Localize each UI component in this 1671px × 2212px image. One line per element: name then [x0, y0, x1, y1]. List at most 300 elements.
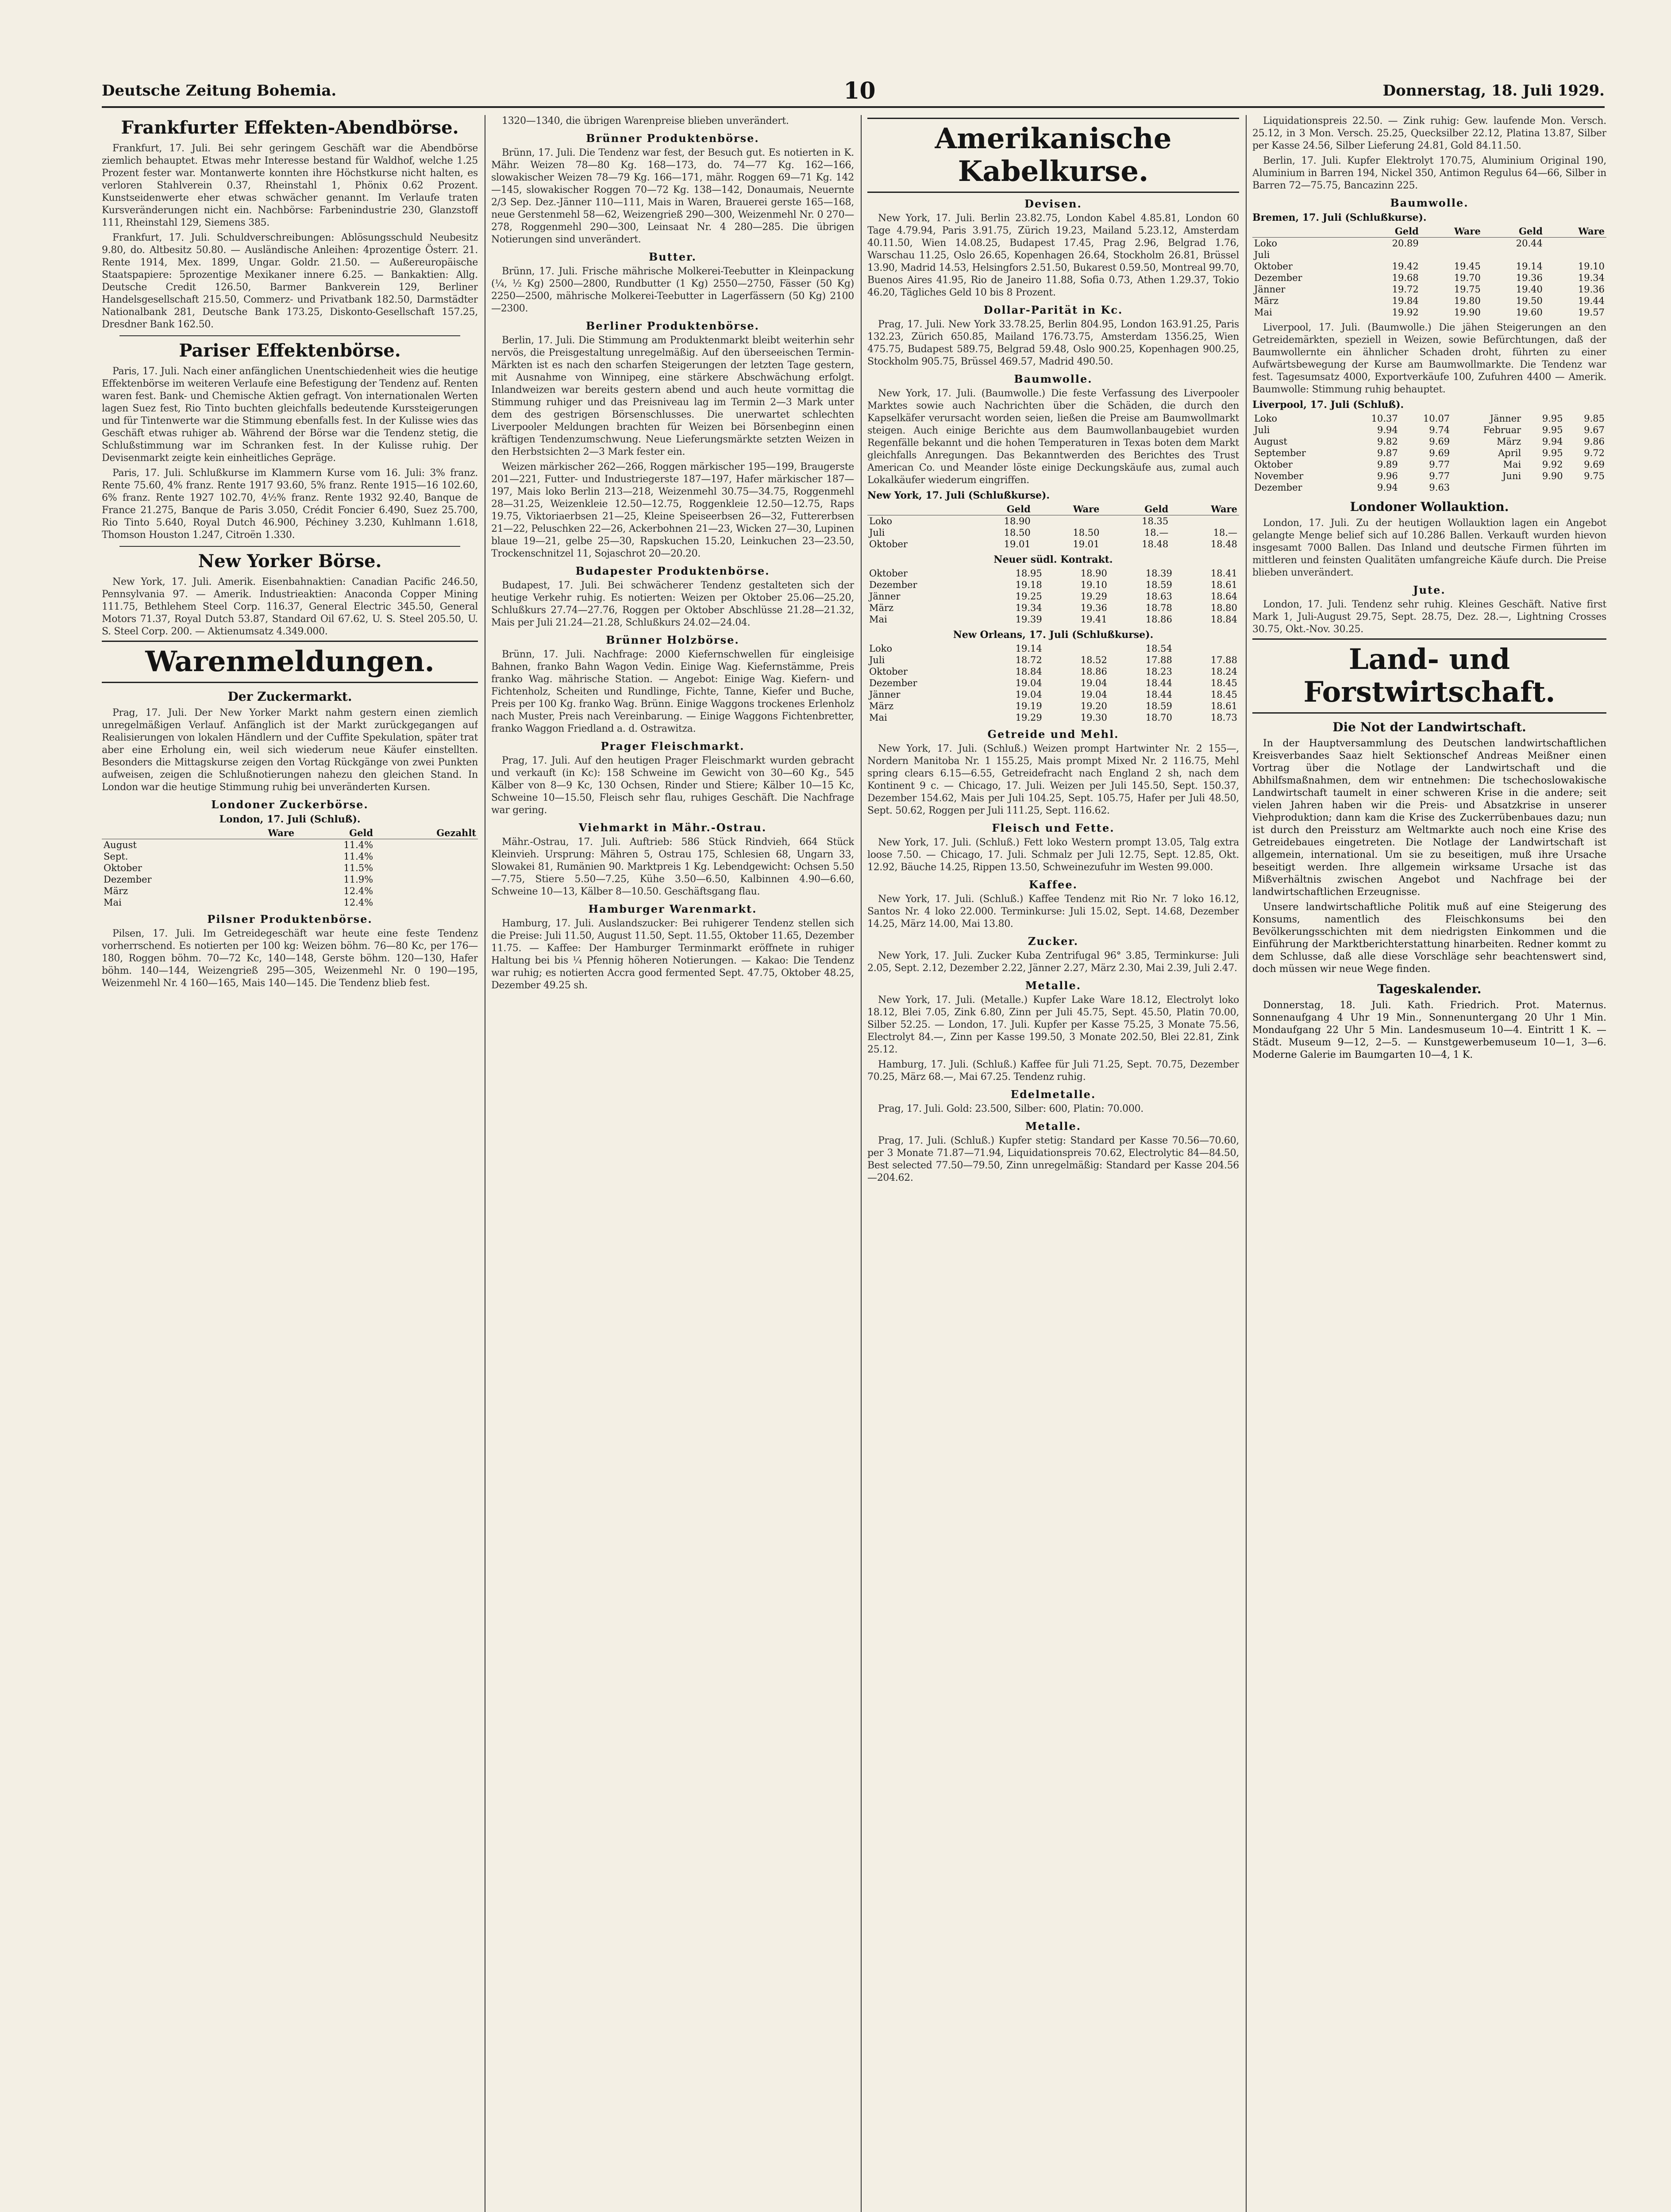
table-cell: [1359, 249, 1421, 261]
table-cell: Jänner: [869, 591, 901, 602]
table-cell: 18.50: [1073, 527, 1100, 538]
table-cell: Oktober: [1254, 261, 1293, 272]
headline-prager-fleisch: Prager Fleischmarkt.: [601, 740, 745, 753]
table-cell: 18.80: [1210, 603, 1237, 613]
masthead-title: Deutsche Zeitung Bohemia.: [102, 82, 337, 100]
section-land-forst: Land- und Forstwirtschaft.: [1252, 638, 1606, 714]
table-cell: 10.37: [1371, 413, 1398, 424]
table-cell: 9.63: [1429, 482, 1450, 493]
column-1: [102, 115, 478, 2212]
headline-hamburg: Hamburger Warenmarkt.: [588, 902, 757, 915]
column-4: [1252, 115, 1606, 2212]
table-cell: 19.39: [1015, 614, 1042, 625]
table-header-row: [102, 827, 478, 839]
article-baumwolle: New York, 17. Juli. (Baumwolle.) Die feste Verfassung des Liverpooler Marktes sowie auch Nachrichten über die Schäden, die durch den Kapselkäfer verursacht worden seien, ließen die Preise am Baumwollmarkt steigen. Auch einige Berichte aus dem Baumwollanbaugebiet wurden Regenfälle bekannt und die hohen Temperaturen in Texas boten dem Markt gleichfalls Anregungen. Das Bekanntwerden des Berichtes des Trust American Co. und Meander löste einige Deckungskäufe aus, zumal auch Lokalkäufer wiederum eingriffen.: [867, 388, 1239, 486]
table-cell: 12.4%: [343, 897, 373, 908]
table-cell: 19.01: [1004, 539, 1031, 549]
table-cell: 9.95: [1542, 448, 1563, 458]
headline-budapest: Budapester Produktenbörse.: [575, 565, 770, 577]
table-row: [867, 579, 1239, 591]
table-cell: Mai: [1503, 459, 1521, 470]
table-cell: 19.01: [1073, 539, 1100, 549]
table-row: [102, 839, 478, 851]
table-cell: 9.95: [1542, 413, 1563, 424]
table-cell: 19.10: [1080, 580, 1107, 590]
table-cell: 19.84: [1392, 296, 1419, 306]
table-cell: 19.18: [1015, 580, 1042, 590]
table-cell: Mai: [104, 897, 122, 908]
table-cell: 19.25: [1015, 591, 1042, 602]
table-row: [102, 885, 478, 897]
column-rule: [1246, 115, 1247, 2212]
article-newyork: New York, 17. Juli. Amerik. Eisenbahnaktien: Canadian Pacific 246.50, Pennsylvania 97. — Amerik. Industrieaktien: Anaconda Copper Mining 111.75, Bethlehem Steel Corp. 116.37, General Electric 345.50, General Motors 71.37, Royal Dutch 53.87, Standard Oil 67.62, U. S. Steel 205.50, U. S. Steel Corp. 200. — Aktienumsatz 4.349.000.: [102, 576, 478, 637]
headline-bruenner: Brünner Produktenbörse.: [586, 132, 759, 145]
headline-frankfurt: Frankfurter Effekten-Abendbörse.: [121, 117, 459, 138]
headline-wollauktion: Londoner Wollauktion.: [1350, 499, 1509, 514]
table-cell: 19.50: [1516, 296, 1543, 306]
headline-paris: Pariser Effektenbörse.: [179, 340, 401, 361]
table-cell: [225, 874, 296, 885]
table-row: [867, 538, 1239, 550]
table-cell: Februar: [1483, 425, 1521, 435]
table-cell: Juli: [1254, 250, 1270, 260]
table-cell: 9.96: [1377, 471, 1398, 481]
table-header-cell: [867, 503, 963, 515]
column-2: [491, 115, 854, 2212]
table-cell: Loko: [1254, 238, 1277, 249]
article-liverpool: Liverpool, 17. Juli. (Baumwolle.) Die jähen Steigerungen an den Getreidemärkten, speziell in Weizen, sowie Befürchtungen, daß der Baumwollernte ein ähnlicher Schaden droht, führten zu einer Aufwärtsbewegung der Kurse am Baumwollmarkte. Die Tendenz war fest. Tagesumsatz 4000, Exportverkäufe 100, Zufuhren 4400 — Amerik. Baumwolle: Stimmung ruhig behauptet.: [1252, 322, 1606, 395]
table-cell: Juli: [869, 655, 885, 665]
table-row: [1252, 295, 1606, 307]
table-cell: April: [1498, 448, 1521, 458]
article-zucker: New York, 17. Juli. Zucker Kuba Zentrifugal 96° 3.85, Terminkurse: Juli 2.05, Sept. 2.12, Dezember 2.22, Jänner 2.27, März 2.30, Mai 2.39, Juli 2.47.: [867, 950, 1239, 974]
table-row: [102, 862, 478, 874]
table-cell: Jänner: [1254, 284, 1286, 295]
article-bruenner: Brünn, 17. Juli. Die Tendenz war fest, der Besuch gut. Es notierten in K. Mähr. Weizen 78—80 Kg. 168—173, do. 74—77 Kg. 162—166, slowakischer Weizen 78—79 Kg. 166—171, mähr. Roggen 69—71 Kg. 142—145, slowakischer Roggen 70—72 Kg. 138—142, Donaumais, Neuernte 2/3 Sep. Dez.-Jänner 110—111, Mais in Waren, Brauerei gerste 165—168, neue Gerstenmehl 58—62, Weizengrieß 290—300, Weizenmehl Nr. 0 270—278, Roggenmehl 290—300, Leinsaat Nr. 4 280—285. Die übrigen Notierungen sind unverändert.: [491, 147, 854, 245]
article-berlin-kupfer: Berlin, 17. Juli. Kupfer Elektrolyt 170.75, Aluminium Original 190, Aluminium in Barren 194, Nickel 350, Antimon Regulus 64—66, Silber in Barren 72—75.75, Bancazinn 225.: [1252, 155, 1606, 191]
table-cell: 19.40: [1516, 284, 1543, 295]
table-cell: November: [1254, 471, 1304, 481]
table-cell: 18.—: [1144, 527, 1169, 538]
table-cell: [375, 885, 478, 897]
table-cell: [1170, 515, 1239, 527]
table-cell: 19.72: [1392, 284, 1419, 295]
table-title: Bremen, 17. Juli (Schlußkurse).: [1252, 212, 1427, 223]
table-cell: 18.44: [1145, 689, 1172, 700]
table-row: [1252, 238, 1606, 250]
table-cell: 19.04: [1015, 689, 1042, 700]
headline-metalle-2: Metalle.: [1025, 1120, 1082, 1133]
table-cell: 9.69: [1584, 459, 1605, 470]
table-cell: 19.14: [1015, 643, 1042, 654]
table-cell: 19.10: [1578, 261, 1605, 272]
table-cell: Loko: [869, 643, 892, 654]
table-cell: [375, 897, 478, 908]
table-cell: Mai: [1254, 307, 1272, 318]
table-cell: Mai: [869, 712, 887, 723]
table-cell: Loko: [869, 516, 892, 526]
article-dollar: Prag, 17. Juli. New York 33.78.25, Berlin 804.95, London 163.91.25, Paris 132.23, Zürich 650.85, Mailand 176.73.75, Amsterdam 1356.25, Wien 475.75, Budapest 589.75, Belgrad 59.48, Oslo 900.25, Kopenhagen 900.25, Stockholm 905.75, Brüssel 469.57, Madrid 490.50.: [867, 319, 1239, 367]
table-title: New Orleans, 17. Juli (Schlußkurse).: [953, 629, 1154, 641]
table-cell: 18.86: [1145, 614, 1172, 625]
table-header-cell: Ware: [1544, 226, 1606, 238]
article-fleisch: New York, 17. Juli. (Schluß.) Fett loko Western prompt 13.05, Talg extra loose 7.50. — Chicago, 17. Juli. Schmalz per Juli 12.75, Sept. 12.85, Okt. 12.92, Bäuche 14.25, Rippen 13.50, Schweinezufuhr im Westen 99.000.: [867, 837, 1239, 873]
southern-contract-table: [867, 568, 1239, 625]
table-header-cell: Gezahlt: [375, 827, 478, 839]
table-cell: 12.4%: [343, 886, 373, 896]
table-row: [867, 602, 1239, 614]
table-cell: Jänner: [869, 689, 901, 700]
table-row: [867, 568, 1239, 579]
table-cell: 9.74: [1429, 425, 1450, 435]
table-cell: 9.94: [1377, 425, 1398, 435]
table-cell: 18.78: [1145, 603, 1172, 613]
table-cell: 18.45: [1210, 678, 1237, 688]
table-cell: Oktober: [869, 568, 908, 579]
table-cell: 19.42: [1392, 261, 1419, 272]
table-cell: Oktober: [1254, 459, 1293, 470]
headline-zuckermarkt: Der Zuckermarkt.: [227, 689, 352, 704]
headline-dollar: Dollar-Parität in Kc.: [983, 303, 1123, 316]
table-header-cell: Geld: [1359, 226, 1421, 238]
table-cell: 19.45: [1454, 261, 1481, 272]
table-cell: 10.07: [1423, 413, 1450, 424]
table-title: London, 17. Juli (Schluß).: [219, 814, 361, 825]
table-cell: [1452, 482, 1523, 493]
table-cell: 18.24: [1210, 666, 1237, 677]
table-cell: 9.87: [1377, 448, 1398, 458]
article-berliner-prices: Weizen märkischer 262—266, Roggen märkischer 195—199, Braugerste 201—221, Futter- und Industriegerste 187—197, Hafer märkischer 187—197, Mais loko Berlin 213—218, Weizenmehl 30.75—34.75, Roggenmehl 28—31.25, Weizenkleie 12.50—12.75, Roggenkleie 12.50—12.75, Raps 19.75, Viktoriaerbsen 21—25, Kleine Speiseerbsen 26—32, Futtererbsen 21—22, Peluschken 22—26, Ackerbohnen 21—23, Wicken 27—30, Lupinen blaue 19—21, gelbe 25—30, Rapskuchen 15.20, Leinkuchen 23—23.50, Trockenschnitzel 11, Sojaschrot 20—20.20.: [491, 461, 854, 559]
table-cell: 18.45: [1210, 689, 1237, 700]
table-cell: Oktober: [869, 539, 908, 549]
table-cell: Dezember: [1254, 273, 1302, 283]
table-cell: 18.90: [1080, 568, 1107, 579]
table-cell: Loko: [1254, 413, 1277, 424]
table-cell: 18.70: [1145, 712, 1172, 723]
table-header-cell: Ware: [1421, 226, 1482, 238]
table-row: [102, 897, 478, 908]
table-row: [1252, 470, 1606, 482]
headline-tageskalender: Tageskalender.: [1377, 982, 1482, 996]
table-cell: 9.69: [1429, 448, 1450, 458]
table-cell: [225, 862, 296, 874]
table-title: Neuer südl. Kontrakt.: [993, 554, 1113, 565]
table-cell: März: [1497, 436, 1521, 447]
table-cell: 19.92: [1392, 307, 1419, 318]
article-frankfurt: Frankfurt, 17. Juli. Bei sehr geringem Geschäft war die Abendbörse ziemlich behauptet. Etwas mehr Interesse bestand für Waldhof, welche 1.25 Prozent fester war. Montanwerte konnten ihre Höchstkurse nicht halten, es verloren Stahlverein 0.37, Rheinstahl 1, Phönix 0.62 Prozent. Kunstseidenwerte eher etwas schwächer genannt. Im Verlaufe traten Kursveränderungen nicht ein. Nachbörse: Farbenindustrie 230, Glanzstoff 111, Rheinstahl 129, Siemens 385.: [102, 143, 478, 228]
article-prager-fleisch: Prag, 17. Juli. Auf den heutigen Prager Fleischmarkt wurden gebracht und verkauft (in Kc): 158 Schweine im Gewicht von 30—60 Kg., 545 Kälber von 8—9 Kc, 130 Ochsen, Rinder und Stiere; Kälber 10—15 Kc, Schweine 10—15.50, Fleisch sehr flau, ruhiges Geschäft. Die Nachfrage war gering.: [491, 755, 854, 816]
article-budapest: Budapest, 17. Juli. Bei schwächerer Tendenz gestalteten sich der heutige Verkehr ruhig. Es notierten: Weizen per Oktober 25.06—25.20, Schlußkurs 27.74—27.76, Roggen per Oktober Abschlüsse 21.28—21.32, Mais per Juli 21.24—21.28, Schlußkurs 24.02—24.04.: [491, 580, 854, 628]
table-cell: 18.63: [1145, 591, 1172, 602]
london-sugar-table: [102, 827, 478, 908]
article-paris: Paris, 17. Juli. Nach einer anfänglichen Unentschiedenheit wies die heutige Effektenbörse im weiteren Verlaufe eine Befestigung der Tendenz auf. Renten waren fest. Bank- und Chemische Aktien gefragt. Von internationalen Werten lagen Suez fest, Rio Tinto buchten gleichfalls bedeutende Kurssteigerungen und für Tintenwerte war die Stimmung ebenfalls fest. In der Kulisse wies das Geschäft etwas ruhiger ab. Während der Börse war die Tendenz stetig, die Schlußstimmung war im Schranken fest. In der Kulisse ruhig. Der Devisenmarkt zeigte kein einheitliches Gepräge.: [102, 366, 478, 464]
headline-londoner-zucker: Londoner Zuckerbörse.: [211, 798, 369, 811]
article-continued: 1320—1340, die übrigen Warenpreise blieben unverändert.: [502, 115, 789, 127]
table-cell: 19.29: [1015, 712, 1042, 723]
table-cell: 18.52: [1080, 655, 1107, 665]
table-cell: 19.34: [1578, 273, 1605, 283]
article-metalle: New York, 17. Juli. (Metalle.) Kupfer Lake Ware 18.12, Electrolyt loko 18.12, Blei 7.05, Zink 6.80, Zinn per Juli 45.75, Sept. 45.50, Platin 70.00, Silber 52.25. — London, 17. Juli. Kupfer per Kasse 75.25, 3 Monate 75.56, Electrolyt 84.—, Zinn per Kasse 199.50, 3 Monate 202.50, Blei 22.81, Zink 25.12.: [867, 995, 1239, 1055]
table-cell: [1523, 482, 1564, 493]
table-row: [867, 591, 1239, 602]
headline-jute: Jute.: [1413, 584, 1446, 596]
table-cell: [1032, 515, 1101, 527]
table-cell: [225, 885, 296, 897]
table-cell: 18.54: [1145, 643, 1172, 654]
table-header-cell: Geld: [963, 503, 1032, 515]
table-header-cell: [1252, 226, 1359, 238]
table-row: [867, 643, 1239, 654]
table-cell: [1044, 643, 1109, 654]
table-cell: 20.89: [1392, 238, 1419, 249]
table-cell: 20.44: [1516, 238, 1543, 249]
article-hamburg-kaffee: Hamburg, 17. Juli. (Schluß.) Kaffee für Juli 71.25, Sept. 70.75, Dezember 70.25, März 68.—, Mai 67.25. Tendenz ruhig.: [867, 1059, 1239, 1083]
table-cell: [225, 839, 296, 851]
table-cell: [375, 851, 478, 862]
table-cell: [1421, 249, 1482, 261]
article-not-landwirtschaft: In der Hauptversammlung des Deutschen landwirtschaftlichen Kreisverbandes Saaz hielt Sektionschef Andreas Meißner einen Vortrag über die Notlage der Landwirtschaft und die Abhilfsmaßnahmen, dem wir entnehmen: Die tschechoslowakische Landwirtschaft taumelt in einer schweren Krise in die andere; seit vielen Jahren haben wir die Preis- und Absatzkrise in unserer Viehproduktion; dann kam die Krise des Zuckerrübenbaues dazu; nun ist durch den Preissturz am Weltmarkte auch noch eine Krise des Getreidebaues eingetreten. Die Notlage der Landwirtschaft ist allgemein, international. Um sie zu beseitigen, muß ihre Ursache beseitigt werden. Ihre allgemein wirksame Ursache ist das Mißverhältnis zwischen Angebot und Nachfrage bei der landwirtschaftlichen Erzeugnisse.: [1252, 738, 1606, 898]
divider: [119, 335, 460, 336]
table-cell: [1544, 249, 1606, 261]
article-getreide: New York, 17. Juli. (Schluß.) Weizen prompt Hartwinter Nr. 2 155—, Nordern Manitoba Nr. 1 155.25, Mais prompt Mixed Nr. 2 116.75, Mehl spring clears 6.15—6.55, Getreidefracht nach England 2 sh, nach dem Kontinent 9 c. — Chicago, 17. Juli. Weizen per Juli 145.50, Sept. 150.37, Dezember 154.62, Mais per Juli 104.25, Sept. 105.75, Hafer per Juli 48.50, Sept. 50.62, Roggen per Juli 111.25, Sept. 116.62.: [867, 743, 1239, 816]
article-metalle-2: Prag, 17. Juli. (Schluß.) Kupfer stetig: Standard per Kasse 70.56—70.60, per 3 Monate 71.87—71.94, Liquidationspreis 70.62, Electrolytic 84—84.50, Best selected 77.50—79.50, Zinn unregelmäßig: Standard per Kasse 204.56—204.62.: [867, 1135, 1239, 1183]
table-row: [1252, 249, 1606, 261]
article-paris-list: Paris, 17. Juli. Schlußkurse im Klammern Kurse vom 16. Juli: 3% franz. Rente 75.60, 4% franz. Rente 1917 93.60, 5% franz. Rente 1915—16 102.60, 6% franz. Rente 1927 102.70, 4½% franz. Rente 1932 92.40, Banque de France 21.275, Banque de Paris 3.050, Crédit Foncier 6.490, Suez 25.700, Rio Tinto 5.640, Royal Dutch 46.900, Péchiney 3.230, Kuhlmann 1.618, Thomson Houston 1.247, Citroën 1.330.: [102, 468, 478, 541]
table-cell: [1544, 238, 1606, 250]
table-cell: 18.44: [1145, 678, 1172, 688]
table-cell: [225, 897, 296, 908]
table-cell: 19.57: [1578, 307, 1605, 318]
table-cell: Jänner: [1490, 413, 1521, 424]
headline-metalle: Metalle.: [1025, 979, 1082, 992]
headline-holz: Brünner Holzbörse.: [606, 634, 739, 646]
table-cell: 18.61: [1210, 701, 1237, 711]
section-kabelkurse: Amerikanische Kabelkurse.: [867, 118, 1239, 193]
table-cell: 18.90: [1004, 516, 1031, 526]
table-cell: 9.95: [1542, 425, 1563, 435]
table-cell: [1174, 643, 1239, 654]
article-jute: London, 17. Juli. Tendenz sehr ruhig. Kleines Geschäft. Native first Mark 1, Juli-August 29.75, Sept. 28.75, Dez. 28.—, Lightning Crosses 30.75, Okt.-Nov. 30.25.: [1252, 599, 1606, 635]
table-cell: 19.30: [1080, 712, 1107, 723]
table-header-cell: Geld: [1101, 503, 1170, 515]
article-hamburg: Hamburg, 17. Juli. Auslandszucker: Bei ruhigerer Tendenz stellen sich die Preise: Juli 11.50, August 11.50, Sept. 11.55, Oktober 11.65, Dezember 11.75. — Kaffee: Der Hamburger Terminmarkt eröffnete in ruhiger Haltung bei bis ¼ Pfennig höheren Notierungen. — Kakao: Die Tendenz war ruhig; es notierten Accra good fermented Sept. 47.75, Oktober 48.25, Dezember 49.25 sh.: [491, 918, 854, 991]
article-wollauktion: London, 17. Juli. Zu der heutigen Wollauktion lagen ein Angebot gelangte Menge belief sich auf 10.286 Ballen. Verkauft wurden hievon insgesamt 7000 Ballen. Das Inland und deutsche Firmen führten im mittleren und feinsten Qualitäten umfangreiche Käufe durch. Die Preise blieben unverändert.: [1252, 518, 1606, 578]
table-cell: 18.23: [1145, 666, 1172, 677]
table-cell: 17.88: [1145, 655, 1172, 665]
liverpool-cotton-table: [1252, 413, 1606, 493]
table-cell: Oktober: [869, 666, 908, 677]
headline-zucker: Zucker.: [1028, 935, 1079, 948]
table-row: [102, 874, 478, 885]
table-cell: März: [104, 886, 128, 896]
table-row: [867, 527, 1239, 538]
table-header-cell: [102, 827, 225, 839]
table-row: [1252, 424, 1606, 436]
table-cell: 19.90: [1454, 307, 1481, 318]
article-frankfurt-bonds: Frankfurt, 17. Juli. Schuldverschreibungen: Ablösungsschuld Neubesitz 9.80, do. Altbesitz 50.80. — Ausländische Anleihen: 4prozentige Österr. 21. Rente 1914, Mex. 1899, Ungar. Goldr. 21.50. — Außereuropäische Staatspapiere: 5prozentige Mexikaner innere 6.25. — Bankaktien: Allg. Deutsche Credit 126.50, Barmer Bankverein 129, Berliner Handelsgesellschaft 215.50, Commerz- und Privatbank 182.50, Darmstädter Nationalbank 281, Deutsche Bank 173.25, Diskonto-Gesellschaft 157.25, Dresdner Bank 162.50.: [102, 232, 478, 330]
table-cell: 19.20: [1080, 701, 1107, 711]
headline-kaffee: Kaffee.: [1029, 878, 1078, 891]
table-cell: 18.73: [1210, 712, 1237, 723]
headline-pilsner: Pilsner Produktenbörse.: [207, 913, 373, 926]
table-cell: 18.35: [1142, 516, 1169, 526]
table-header-cell: Ware: [1032, 503, 1101, 515]
headline-devisen: Devisen.: [1024, 197, 1082, 210]
table-cell: August: [1254, 436, 1287, 447]
table-cell: 9.69: [1429, 436, 1450, 447]
page-number: 10: [843, 77, 876, 104]
table-cell: 18.84: [1015, 666, 1042, 677]
table-cell: Mai: [869, 614, 887, 625]
table-row: [867, 712, 1239, 723]
table-cell: Dezember: [869, 678, 917, 688]
table-cell: März: [869, 603, 894, 613]
article-tageskalender: Donnerstag, 18. Juli. Kath. Friedrich. Prot. Maternus. Sonnenaufgang 4 Uhr 19 Min., Sonnenuntergang 20 Uhr 1 Min. Mondaufgang 22 Uhr 5 Min. Landesmuseum 10—4. Eintritt 1 K. — Städt. Museum 9—12, 2—5. — Kunstgewerbemuseum 10—1, 3—6. Moderne Galerie im Baumgarten 10—4, 1 K.: [1252, 1000, 1606, 1060]
table-cell: 9.72: [1584, 448, 1605, 458]
table-cell: 19.36: [1080, 603, 1107, 613]
table-cell: 9.86: [1584, 436, 1605, 447]
table-cell: 18.50: [1004, 527, 1031, 538]
table-cell: 9.77: [1429, 459, 1450, 470]
headline-baumwolle: Baumwolle.: [1390, 196, 1469, 209]
headline-berliner: Berliner Produktenbörse.: [585, 319, 760, 332]
table-cell: 18.61: [1210, 580, 1237, 590]
table-row: [867, 614, 1239, 625]
table-row: [1252, 413, 1606, 424]
table-cell: 9.85: [1584, 413, 1605, 424]
article-kaffee: New York, 17. Juli. (Schluß.) Kaffee Tendenz mit Rio Nr. 7 loko 16.12, Santos Nr. 4 loko 22.000. Terminkurse: Juli 15.02, Sept. 14.68, Dezember 14.25, März 14.00, Mai 13.80.: [867, 894, 1239, 929]
article-zuckermarkt: Prag, 17. Juli. Der New Yorker Markt nahm gestern einen ziemlich unregelmäßigen Verlauf. Anfänglich ist der Markt zurückgegangen auf Realisierungen von lokalen Händlern und der Cuffite Spekulation, später trat aber eine Erholung ein, weil sich wiederum neue Käufer einstellten. Besonders die Mittagskurse zeigen den Vortag Rückgänge von zwei Punkten aufweisen, zeigen die Schlußnotierungen nahezu den gleichen Stand. In London war die heutige Stimmung ruhig bei unveränderten Kursen.: [102, 707, 478, 793]
table-row: [1252, 447, 1606, 459]
table-row: [1252, 436, 1606, 447]
table-row: [867, 700, 1239, 712]
table-title: Liverpool, 17. Juli (Schluß).: [1252, 399, 1404, 411]
article-devisen: New York, 17. Juli. Berlin 23.82.75, London Kabel 4.85.81, London 60 Tage 4.79.94, Paris 3.91.75, Zürich 19.23, Mailand 5.23.12, Amsterdam 40.11.50, Wien 14.08.25, Budapest 17.45, Prag 2.96, Belgrad 1.76, Warschau 11.25, Oslo 26.65, Kopenhagen 26.64, Stockholm 26.81, Brüssel 13.90, Madrid 14.53, Helsingfors 2.51.50, Bukarest 0.59.50, Montreal 99.70, Buenos Aires 41.95, Rio de Janeiro 11.88, Sofia 0.73, Athen 1.29.37, Tokio 46.20, Tägliches Geld 10 bis 8 Prozent.: [867, 213, 1239, 298]
table-cell: Dezember: [869, 580, 917, 590]
table-cell: 9.77: [1429, 471, 1450, 481]
headline-not-landwirtschaft: Die Not der Landwirtschaft.: [1332, 720, 1526, 734]
table-row: [867, 689, 1239, 700]
table-header-cell: Ware: [225, 827, 296, 839]
article-butter: Brünn, 17. Juli. Frische mährische Molkerei-Teebutter in Kleinpackung (¼, ½ Kg) 2500—2800, Rundbutter (1 Kg) 2550—2750, Fässer (50 Kg) 2250—2500, mährische Molkerei-Teebutter in Lagerfässern (50 Kg) 2100—2300.: [491, 266, 854, 314]
table-cell: 18.59: [1145, 580, 1172, 590]
headline-butter: Butter.: [649, 250, 697, 263]
table-cell: 18.95: [1015, 568, 1042, 579]
table-row: [1252, 307, 1606, 318]
table-cell: Juli: [1254, 425, 1270, 435]
table-cell: Juli: [869, 527, 885, 538]
table-cell: 19.34: [1015, 603, 1042, 613]
column-3: [867, 115, 1239, 2212]
table-cell: März: [1254, 296, 1279, 306]
table-cell: 18.48: [1210, 539, 1237, 549]
table-cell: 9.82: [1377, 436, 1398, 447]
headline-newyork: New Yorker Börse.: [198, 551, 382, 572]
table-header-cell: Geld: [296, 827, 375, 839]
table-cell: 19.68: [1392, 273, 1419, 283]
divider: [119, 546, 460, 547]
table-cell: 18.84: [1210, 614, 1237, 625]
table-header-row: [867, 503, 1239, 515]
table-cell: 9.90: [1542, 471, 1563, 481]
table-row: [867, 666, 1239, 677]
table-cell: 19.75: [1454, 284, 1481, 295]
table-cell: 19.14: [1516, 261, 1543, 272]
table-cell: 9.94: [1377, 482, 1398, 493]
table-cell: 19.36: [1516, 273, 1543, 283]
table-cell: 18.41: [1210, 568, 1237, 579]
table-cell: [1482, 249, 1544, 261]
table-row: [867, 654, 1239, 666]
table-cell: 18.39: [1145, 568, 1172, 579]
table-cell: [375, 862, 478, 874]
table-cell: [225, 851, 296, 862]
table-cell: 18.59: [1145, 701, 1172, 711]
table-header-row: [1252, 226, 1606, 238]
article-berliner: Berlin, 17. Juli. Die Stimmung am Produktenmarkt bleibt weiterhin sehr nervös, die Preisgestaltung unregelmäßig. Auf den überseeischen Termin-Märkten ist es nach den scharfen Steigerungen der letzten Tage gestern, mit Ausnahme von Winnipeg, eine stärkere Abschwächung erfolgt. Inlandweizen war bereits gestern abend und auch heute vormittag die Stimmung ruhiger und das Preisniveau lag im Termin 2—3 Mark unter dem des gestrigen Börsenschlusses. Die unerwartet schlechten Liverpooler Meldungen brachten für Weizen bei Börsenbeginn einen kräftigen Tendenzumschwung. Neue Lieferungsmärkte setzten Weizen in den Herbstsichten 2—3 Mark fester ein.: [491, 335, 854, 457]
table-cell: 19.41: [1080, 614, 1107, 625]
table-cell: 9.89: [1377, 459, 1398, 470]
headline-fleisch: Fleisch und Fette.: [992, 822, 1115, 834]
article-edelmetalle: Prag, 17. Juli. Gold: 23.500, Silber: 600, Platin: 70.000.: [878, 1103, 1144, 1114]
headline-baumwolle: Baumwolle.: [1014, 373, 1093, 385]
table-cell: 9.75: [1584, 471, 1605, 481]
masthead-date: Donnerstag, 18. Juli 1929.: [1382, 82, 1605, 100]
table-cell: 19.36: [1578, 284, 1605, 295]
table-row: [1252, 459, 1606, 470]
table-cell: 11.4%: [343, 840, 373, 850]
table-cell: [375, 874, 478, 885]
column-rule: [861, 115, 862, 2212]
table-cell: 11.9%: [343, 874, 373, 885]
table-title: New York, 17. Juli (Schlußkurse).: [867, 490, 1050, 501]
headline-getreide: Getreide und Mehl.: [987, 728, 1119, 741]
table-cell: 19.60: [1516, 307, 1543, 318]
table-cell: August: [104, 840, 137, 850]
table-cell: [1421, 238, 1482, 250]
table-cell: 19.44: [1578, 296, 1605, 306]
headline-vieh: Viehmarkt in Mähr.-Ostrau.: [578, 821, 767, 834]
table-header-cell: Geld: [1482, 226, 1544, 238]
table-cell: 19.29: [1080, 591, 1107, 602]
table-cell: 11.4%: [343, 851, 373, 862]
article-pilsner: Pilsen, 17. Juli. Im Getreidegeschäft war heute eine feste Tendenz vorherrschend. Es notierten per 100 kg: Weizen böhm. 76—80 Kc, per 176—180, Roggen böhm. 70—72 Kc, 140—148, Gerste böhm. 120—130, Hafer böhm. 140—144, Weizengrieß 295—305, Weizenmehl Nr. 0 190—195, Weizenmehl Nr. 4 160—165, Mais 140—145. Die Tendenz blieb fest.: [102, 928, 478, 989]
table-row: [1252, 284, 1606, 295]
table-cell: 18.72: [1015, 655, 1042, 665]
article-continued: Liquidationspreis 22.50. — Zink ruhig: Gew. laufende Mon. Versch. 25.12, in 3 Mon. Versch. 25.25, Quecksilber 22.12, Platina 13.87, Silber per Kasse 24.56, Silber Lieferung 24.81, Gold 84.11.50.: [1252, 115, 1606, 151]
table-cell: Dezember: [104, 874, 152, 885]
table-cell: 19.04: [1015, 678, 1042, 688]
table-cell: September: [1254, 448, 1306, 458]
new-orleans-table: [867, 643, 1239, 723]
headline-edelmetalle: Edelmetalle.: [1010, 1088, 1096, 1101]
table-cell: [1565, 482, 1606, 493]
table-row: [867, 515, 1239, 527]
table-cell: 18.48: [1142, 539, 1169, 549]
article-holz: Brünn, 17. Juli. Nachfrage: 2000 Kiefernschwellen für eingleisige Bahnen, franko Bahn Wagon Vedin. Einige Wag. Kiefernstämme, Preis franko Wag. mährische Station. — Angebot: Einige Wag. Kiefern- und Fichtenholz, Scheiten und Rundlinge, Fichte, Tanne, Kiefer und Buche, Preis per 100 Kg. franko Wag. Brünn. Einige Waggons trockenes Erlenholz nach Muster, Preis nach Vereinbarung. — Einige Waggons Fichtenbretter, franko Waggon Friedland a. d. Ostrawitza.: [491, 649, 854, 734]
table-cell: Dezember: [1254, 482, 1302, 493]
article-not-landwirtschaft-2: Unsere landwirtschaftliche Politik muß auf eine Steigerung des Konsums, namentlich des Fleischkonsums bei den Bevölkerungsschichten mit dem niedrigsten Einkommen und die Einführung der Marktberichterstattung hinarbeiten. Redner kommt zu dem Schlusse, daß alle diese Vorschläge sehr beachtenswert sind, doch müssen wir neue Wege finden.: [1252, 902, 1606, 975]
section-warenmeldungen: Warenmeldungen.: [102, 641, 478, 683]
table-cell: 19.04: [1080, 689, 1107, 700]
table-cell: [375, 839, 478, 851]
table-cell: Sept.: [104, 851, 128, 862]
table-row: [867, 677, 1239, 689]
table-row: [1252, 482, 1606, 493]
table-cell: 18.—: [1213, 527, 1237, 538]
bremen-cotton-table: [1252, 226, 1606, 318]
table-row: [1252, 272, 1606, 284]
